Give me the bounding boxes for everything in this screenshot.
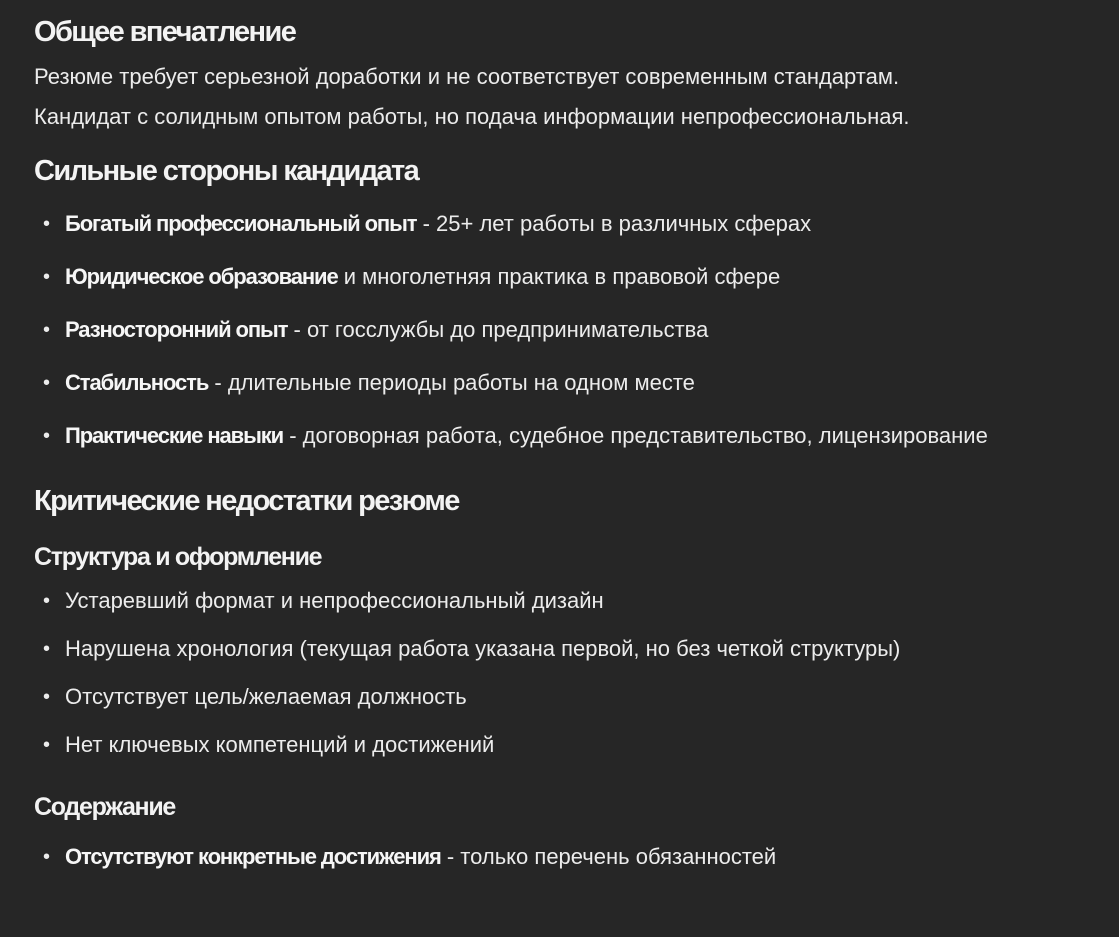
paragraph-line: Кандидат с солидным опытом работы, но подача информации непрофессиональная. — [34, 104, 910, 129]
bullet-icon: • — [43, 319, 51, 341]
subheading-content: Содержание — [34, 793, 176, 821]
list-item-text: Нарушена хронология (текущая работа указана первой, но без четкой структуры) — [65, 636, 901, 661]
list-item-text: - от госслужбы до предпринимательства — [287, 317, 709, 342]
heading-overall-impression: Общее впечатление — [34, 16, 296, 48]
list-item — [34, 725, 1095, 765]
list-item-bold: Разносторонний опыт — [65, 317, 288, 342]
list-content — [34, 837, 1095, 877]
list-item-text: - 25+ лет работы в различных сферах — [416, 211, 812, 236]
list-item — [34, 204, 1095, 244]
paragraph-overall-impression — [34, 57, 1095, 137]
bullet-icon: • — [43, 266, 51, 288]
bullet-icon: • — [43, 686, 51, 708]
bullet-icon: • — [43, 372, 51, 394]
list-item — [34, 416, 1095, 456]
list-item — [34, 581, 1095, 621]
list-item-text: - длительные периоды работы на одном месте — [208, 370, 695, 395]
heading-critical-flaws: Критические недостатки резюме — [34, 485, 459, 517]
list-item-bold: Отсутствуют конкретные достижения — [65, 844, 441, 869]
list-item — [34, 677, 1095, 717]
list-item-bold: Богатый профессиональный опыт — [65, 211, 417, 236]
list-item — [34, 629, 1095, 669]
bullet-icon: • — [43, 590, 51, 612]
bullet-icon: • — [43, 846, 51, 868]
list-item — [34, 837, 1095, 877]
bullet-icon: • — [43, 734, 51, 756]
bullet-icon: • — [43, 638, 51, 660]
list-item — [34, 257, 1095, 297]
list-item-text: - только перечень обязанностей — [440, 844, 777, 869]
bullet-icon: • — [43, 213, 51, 235]
list-item-text: Отсутствует цель/желаемая должность — [65, 684, 467, 709]
subheading-structure: Структура и оформление — [34, 543, 322, 571]
list-item — [34, 363, 1095, 403]
bullet-icon: • — [43, 425, 51, 447]
list-item-text: и многолетняя практика в правовой сфере — [337, 264, 781, 289]
list-strengths — [34, 204, 1095, 456]
list-item-text: Нет ключевых компетенций и достижений — [65, 732, 495, 757]
list-item — [34, 310, 1095, 350]
list-item-text: - договорная работа, судебное представительство, лицензирование — [283, 423, 988, 448]
list-item-bold: Практические навыки — [65, 423, 284, 448]
list-item-bold: Стабильность — [65, 370, 209, 395]
heading-strengths: Сильные стороны кандидата — [34, 155, 419, 187]
paragraph-line: Резюме требует серьезной доработки и не соответствует современным стандартам. — [34, 64, 900, 89]
list-structure — [34, 581, 1095, 765]
list-item-text: Устаревший формат и непрофессиональный дизайн — [65, 588, 604, 613]
list-item-bold: Юридическое образование — [65, 264, 338, 289]
